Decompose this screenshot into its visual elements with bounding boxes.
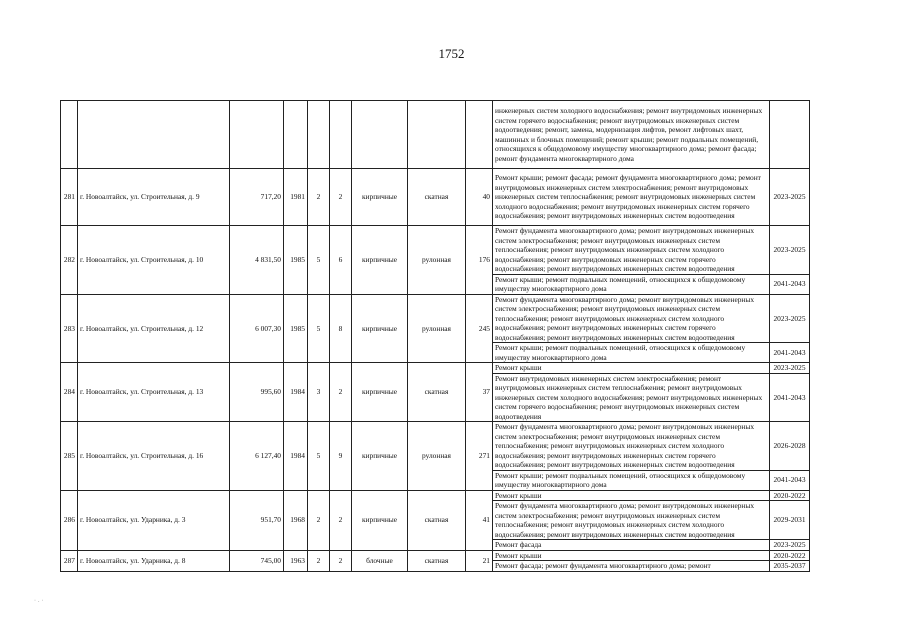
cell-roof: скатная <box>408 490 466 550</box>
cell-address: г. Новоалтайск, ул. Строительная, д. 13 <box>78 363 230 422</box>
cell-walls: кирпичные <box>352 422 408 491</box>
cell-apartments: 37 <box>466 363 493 422</box>
table-row <box>61 226 810 275</box>
table-row <box>61 422 810 471</box>
cell-number: 286 <box>61 490 78 550</box>
cell-work: Ремонт фасада <box>493 540 770 551</box>
cell-area: 4 831,50 <box>230 226 284 295</box>
continuation-row <box>61 101 810 169</box>
cell-empty <box>230 101 284 169</box>
table-row <box>61 550 810 561</box>
table-row <box>61 294 810 343</box>
cell-empty <box>284 101 308 169</box>
cell-roof: скатная <box>408 169 466 226</box>
cell-apartments: 176 <box>466 226 493 295</box>
cell-work: Ремонт крыши; ремонт фасада; ремонт фундамента многоквартирного дома; ремонт внутридомовых инженерных систем электроснабжения; ремонт внутридомовых инженерных систем теплоснабжения; ремонт внутридомовых инженерных систем холодного водоснабжения; ремонт внутридомовых инженерных систем горячего водоснабжения; ремонт внутридомовых инженерных систем водоотведения <box>493 169 770 226</box>
cell-work: Ремонт внутридомовых инженерных систем электроснабжения; ремонт внутридомовых инженерных систем теплоснабжения; ремонт внутридомовых инженерных систем холодного водоснабжения; ремонт внутридомовых инженерных систем горячего водоснабжения; ремонт внутридомовых инженерных систем водоотведения <box>493 373 770 422</box>
cell-area: 6 007,30 <box>230 294 284 363</box>
cell-walls: кирпичные <box>352 294 408 363</box>
table-row <box>61 363 810 374</box>
cell-walls: кирпичные <box>352 490 408 550</box>
cell-entrances: 6 <box>330 226 352 295</box>
cell-floors: 5 <box>308 294 330 363</box>
cell-period: 2023-2025 <box>770 294 810 343</box>
cell-period: 2029-2031 <box>770 501 810 540</box>
cell-walls: блочные <box>352 550 408 571</box>
cell-floors: 2 <box>308 169 330 226</box>
cell-address: г. Новоалтайск, ул. Строительная, д. 9 <box>78 169 230 226</box>
cell-period: 2023-2025 <box>770 169 810 226</box>
cell-entrances: 9 <box>330 422 352 491</box>
cell-work: Ремонт крыши; ремонт подвальных помещений, относящихся к общедомовому имуществу многоквартирного дома <box>493 274 770 294</box>
cell-period: 2020-2022 <box>770 490 810 501</box>
cell-period: 2026-2028 <box>770 422 810 471</box>
cell-floors: 2 <box>308 490 330 550</box>
cell-empty <box>466 101 493 169</box>
cell-number: 284 <box>61 363 78 422</box>
cell-address: г. Новоалтайск, ул. Ударника, д. 3 <box>78 490 230 550</box>
cell-walls: кирпичные <box>352 169 408 226</box>
cell-empty <box>352 101 408 169</box>
cell-entrances: 8 <box>330 294 352 363</box>
cell-work: Ремонт фундамента многоквартирного дома; ремонт внутридомовых инженерных систем электроснабжения; ремонт внутридомовых инженерных систем теплоснабжения; ремонт внутридомовых инженерных систем холодного водоснабжения; ремонт внутридомовых инженерных систем горячего водоснабжения; ремонт внутридомовых инженерных систем водоотведения <box>493 294 770 343</box>
cell-number: 283 <box>61 294 78 363</box>
cell-roof: рулонная <box>408 294 466 363</box>
cell-area: 951,70 <box>230 490 284 550</box>
cell-period: 2020-2022 <box>770 550 810 561</box>
cell-work: Ремонт фасада; ремонт фундамента многоквартирного дома; ремонт <box>493 561 770 572</box>
cell-work: инженерных систем холодного водоснабжения; ремонт внутридомовых инженерных систем горячего водоснабжения; ремонт внутридомовых инженерных систем водоотведения; ремонт, замена, модернизация лифтов, ремонт лифтовых шахт, машинных и блочных помещений; ремонт крыши; ремонт подвальных помещений, относящихся к общедомовому имуществу многоквартирного дома; ремонт фасада; ремонт фундамента многоквартирного дома <box>493 101 770 169</box>
cell-empty <box>61 101 78 169</box>
cell-floors: 3 <box>308 363 330 422</box>
cell-roof: рулонная <box>408 226 466 295</box>
cell-address: г. Новоалтайск, ул. Ударника, д. 8 <box>78 550 230 571</box>
cell-empty <box>770 101 810 169</box>
cell-period: 2023-2025 <box>770 540 810 551</box>
cell-year: 1963 <box>284 550 308 571</box>
cell-walls: кирпичные <box>352 226 408 295</box>
cell-work: Ремонт фундамента многоквартирного дома; ремонт внутридомовых инженерных систем электроснабжения; ремонт внутридомовых инженерных систем теплоснабжения; ремонт внутридомовых инженерных систем холодного водоснабжения; ремонт внутридомовых инженерных систем горячего водоснабжения; ремонт внутридомовых инженерных систем водоотведения <box>493 226 770 275</box>
cell-work: Ремонт крыши <box>493 363 770 374</box>
cell-address: г. Новоалтайск, ул. Строительная, д. 10 <box>78 226 230 295</box>
table-row <box>61 169 810 226</box>
cell-address: г. Новоалтайск, ул. Строительная, д. 16 <box>78 422 230 491</box>
cell-apartments: 21 <box>466 550 493 571</box>
cell-floors: 5 <box>308 422 330 491</box>
cell-year: 1985 <box>284 226 308 295</box>
cell-number: 281 <box>61 169 78 226</box>
cell-period: 2023-2025 <box>770 363 810 374</box>
cell-empty <box>308 101 330 169</box>
cell-roof: скатная <box>408 363 466 422</box>
cell-apartments: 40 <box>466 169 493 226</box>
cell-period: 2041-2043 <box>770 373 810 422</box>
cell-number: 287 <box>61 550 78 571</box>
cell-number: 285 <box>61 422 78 491</box>
scan-specks: ·.· <box>34 598 46 604</box>
cell-empty <box>78 101 230 169</box>
page-number: 1752 <box>438 46 465 61</box>
cell-number: 282 <box>61 226 78 295</box>
cell-floors: 5 <box>308 226 330 295</box>
cell-area: 995,60 <box>230 363 284 422</box>
cell-period: 2041-2043 <box>770 343 810 363</box>
cell-apartments: 245 <box>466 294 493 363</box>
cell-roof: скатная <box>408 550 466 571</box>
cell-year: 1981 <box>284 169 308 226</box>
cell-work: Ремонт крыши <box>493 490 770 501</box>
registry-body <box>61 101 810 572</box>
housing-registry-table <box>60 100 810 572</box>
cell-entrances: 2 <box>330 169 352 226</box>
cell-entrances: 2 <box>330 550 352 571</box>
cell-year: 1984 <box>284 363 308 422</box>
cell-work: Ремонт фундамента многоквартирного дома; ремонт внутридомовых инженерных систем электроснабжения; ремонт внутридомовых инженерных систем теплоснабжения; ремонт внутридомовых инженерных систем холодного водоснабжения; ремонт внутридомовых инженерных систем горячего водоснабжения; ремонт внутридомовых инженерных систем водоотведения <box>493 422 770 471</box>
cell-year: 1984 <box>284 422 308 491</box>
cell-entrances: 2 <box>330 363 352 422</box>
cell-apartments: 41 <box>466 490 493 550</box>
cell-floors: 2 <box>308 550 330 571</box>
cell-work: Ремонт крыши <box>493 550 770 561</box>
cell-empty <box>330 101 352 169</box>
cell-area: 717,20 <box>230 169 284 226</box>
cell-empty <box>408 101 466 169</box>
cell-year: 1985 <box>284 294 308 363</box>
cell-apartments: 271 <box>466 422 493 491</box>
cell-area: 6 127,40 <box>230 422 284 491</box>
cell-entrances: 2 <box>330 490 352 550</box>
cell-work: Ремонт фундамента многоквартирного дома; ремонт внутридомовых инженерных систем электроснабжения; ремонт внутридомовых инженерных систем теплоснабжения; ремонт внутридомовых инженерных систем холодного водоснабжения; ремонт внутридомовых инженерных систем водоотведения <box>493 501 770 540</box>
cell-period: 2041-2043 <box>770 470 810 490</box>
table-row <box>61 490 810 501</box>
cell-walls: кирпичные <box>352 363 408 422</box>
cell-period: 2041-2043 <box>770 274 810 294</box>
cell-year: 1968 <box>284 490 308 550</box>
cell-period: 2023-2025 <box>770 226 810 275</box>
cell-work: Ремонт крыши; ремонт подвальных помещений, относящихся к общедомовому имуществу многоквартирного дома <box>493 470 770 490</box>
cell-work: Ремонт крыши; ремонт подвальных помещений, относящихся к общедомовому имуществу многоквартирного дома <box>493 343 770 363</box>
cell-period: 2035-2037 <box>770 561 810 572</box>
cell-roof: рулонная <box>408 422 466 491</box>
cell-address: г. Новоалтайск, ул. Строительная, д. 12 <box>78 294 230 363</box>
cell-area: 745,00 <box>230 550 284 571</box>
